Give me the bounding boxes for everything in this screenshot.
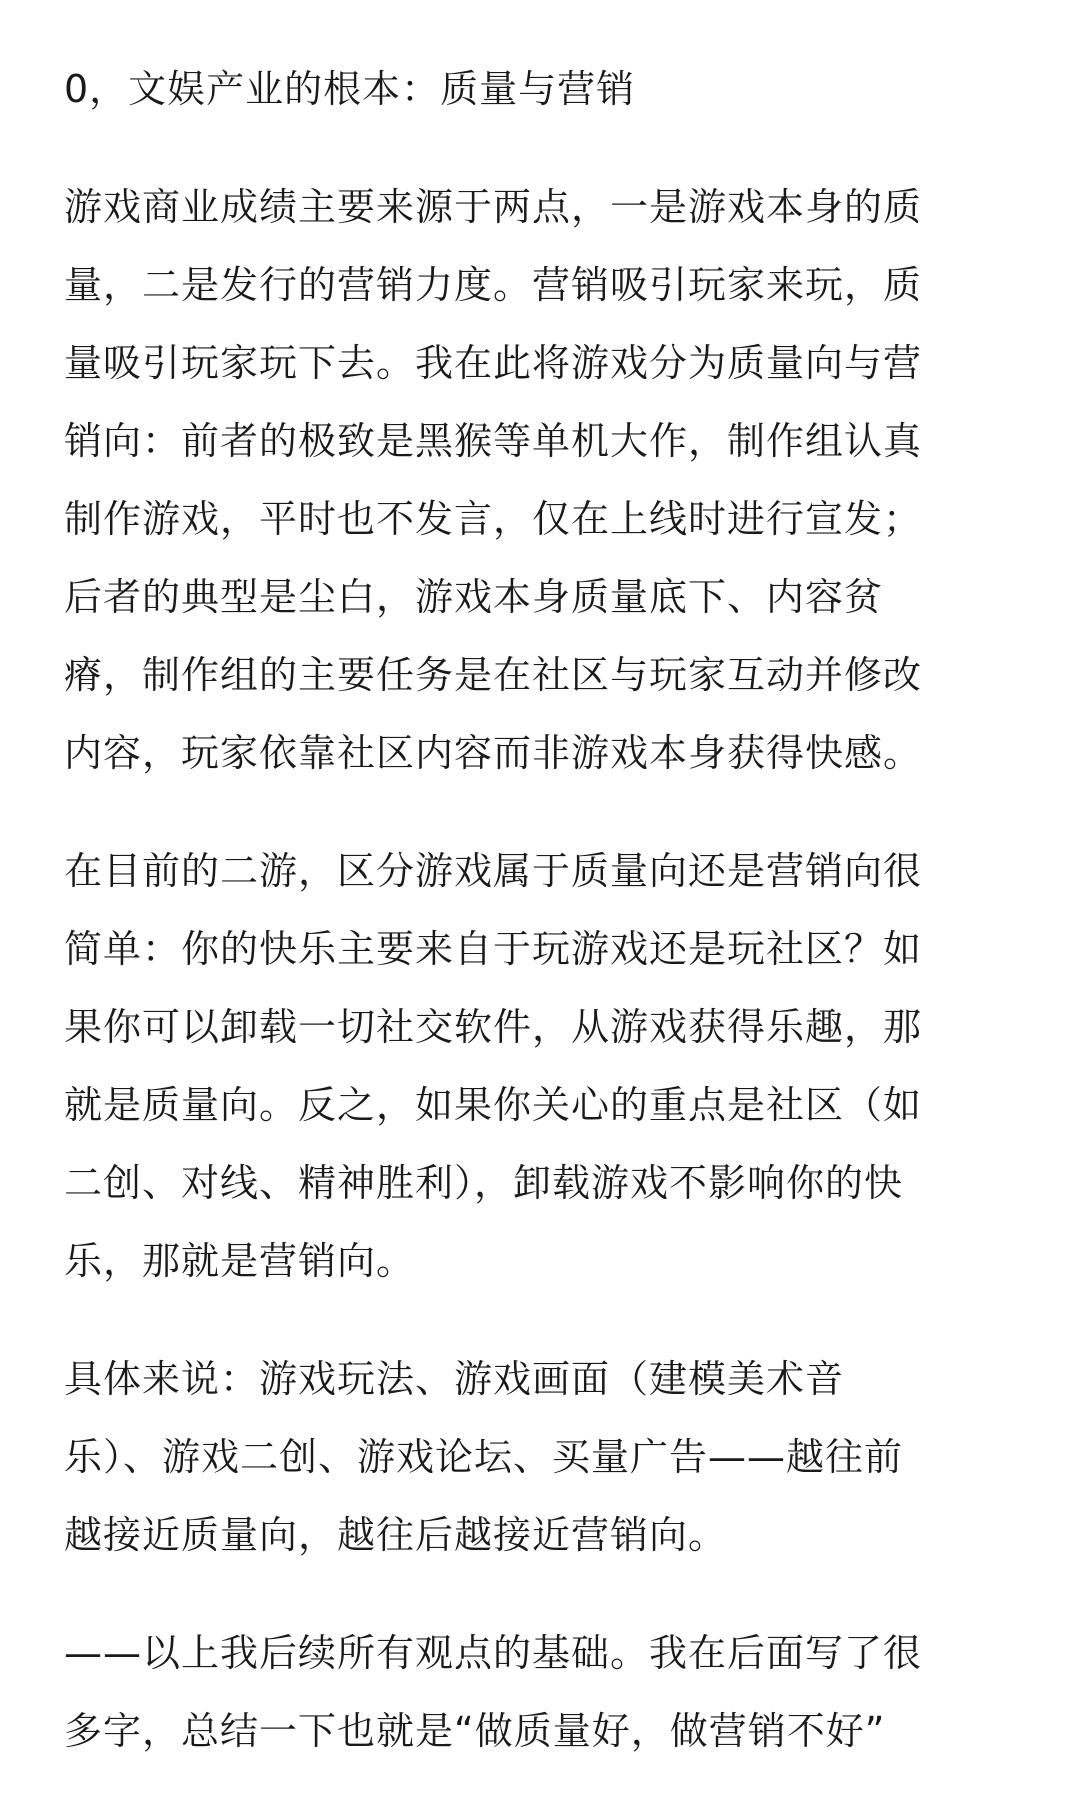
paragraph-3 — [64, 1340, 1016, 1574]
paragraph-line: 二创、对线、精神胜利），卸载游戏不影响你的快 — [64, 1161, 904, 1205]
paragraph-2 — [64, 832, 1016, 1300]
section-heading: 0，文娱产业的根本：质量与营销 — [64, 67, 636, 111]
paragraph-1 — [64, 168, 1016, 792]
paragraph-line: 具体来说：游戏玩法、游戏画面（建模美术音 — [64, 1357, 845, 1401]
paragraph-line: 内容，玩家依靠社区内容而非游戏本身获得快感。 — [64, 731, 923, 775]
paragraph-line: 量，二是发行的营销力度。营销吸引玩家来玩，质 — [64, 263, 923, 307]
article — [64, 50, 1016, 1810]
watermark-overlay — [902, 1725, 962, 1755]
paragraph-line: 乐）、游戏二创、游戏论坛、买量广告——越往前 — [64, 1435, 904, 1479]
paragraph-line: 越接近质量向，越往后越接近营销向。 — [64, 1513, 728, 1557]
paragraph-line: 乐，那就是营销向。 — [64, 1239, 416, 1283]
paragraph-line: 简单：你的快乐主要来自于玩游戏还是玩社区？如 — [64, 927, 923, 971]
paragraph-line: 多字，总结一下也就是“做质量好，做营销不好” — [64, 1709, 886, 1753]
paragraph-line: 销向：前者的极致是黑猴等单机大作，制作组认真 — [64, 419, 923, 463]
paragraph-4 — [64, 1614, 1016, 1770]
paragraph-line: ——以上我后续所有观点的基础。我在后面写了很 — [64, 1631, 923, 1675]
paragraph-line: 制作游戏，平时也不发言，仅在上线时进行宣发； — [64, 497, 923, 541]
paragraph-line: 后者的典型是尘白，游戏本身质量底下、内容贫 — [64, 575, 884, 619]
paragraph-line: 游戏商业成绩主要来源于两点，一是游戏本身的质 — [64, 185, 923, 229]
paragraph-line: 瘠，制作组的主要任务是在社区与玩家互动并修改 — [64, 653, 923, 697]
paragraph-line: 就是质量向。反之，如果你关心的重点是社区（如 — [64, 1083, 923, 1127]
paragraph-line: 量吸引玩家玩下去。我在此将游戏分为质量向与营 — [64, 341, 923, 385]
paragraph-line: 果你可以卸载一切社交软件，从游戏获得乐趣，那 — [64, 1005, 923, 1049]
paragraph-line: 在目前的二游，区分游戏属于质量向还是营销向很 — [64, 849, 923, 893]
